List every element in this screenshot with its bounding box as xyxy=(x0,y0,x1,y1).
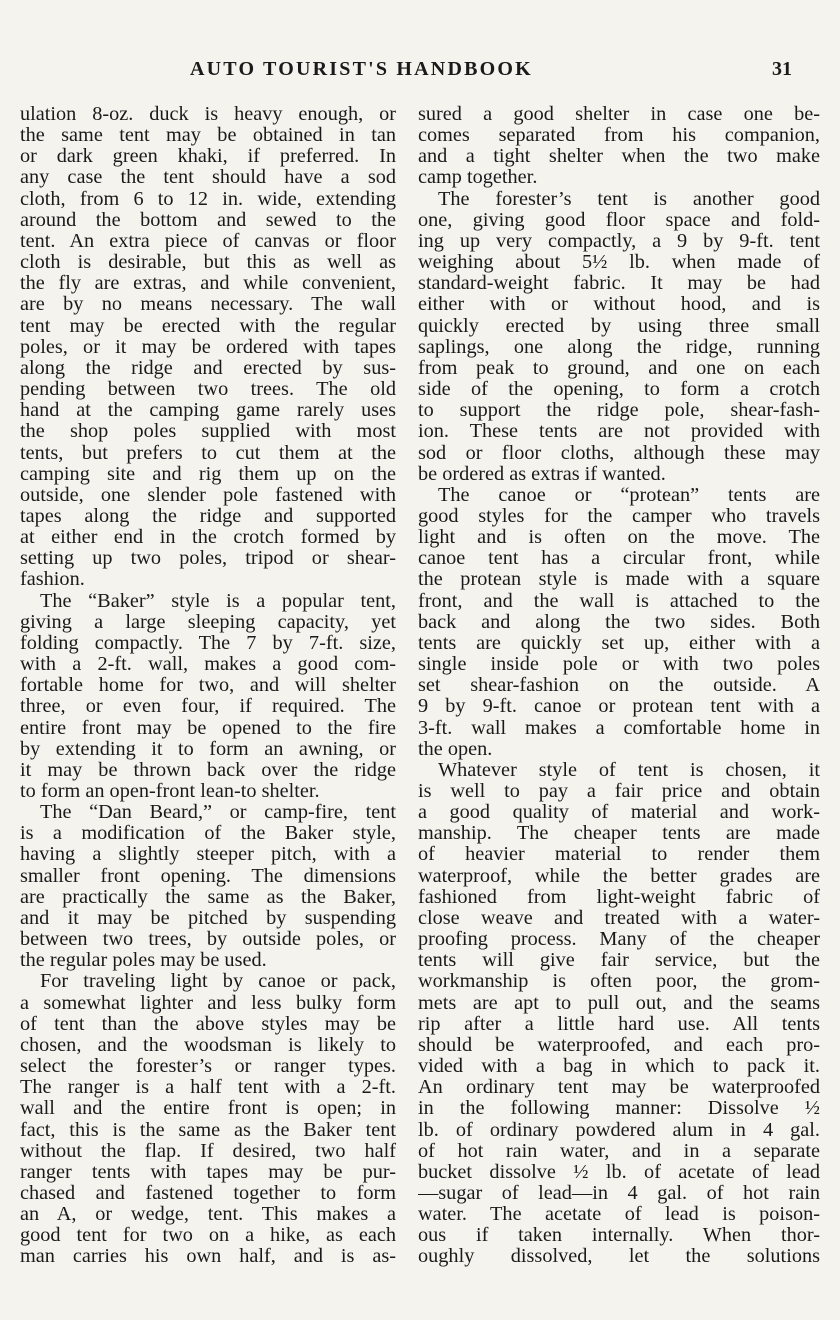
text-line: waterproof, while the better grades are xyxy=(418,865,820,887)
text-line: should be waterproofed, and each pro- xyxy=(418,1034,820,1056)
text-line: are practically the same as the Baker, xyxy=(20,886,396,908)
text-line: it may be thrown back over the ridge xyxy=(20,759,396,781)
paragraph xyxy=(418,760,820,1268)
text-line: cloth, from 6 to 12 in. wide, extending xyxy=(20,188,396,210)
text-line: or dark green khaki, if preferred. In xyxy=(20,146,396,168)
text-line: either with or without hood, and is xyxy=(418,294,820,316)
text-line: fashioned from light-weight fabric of xyxy=(418,886,820,908)
text-line: man carries his own half, and is as- xyxy=(20,1246,396,1268)
text-line: single inside pole or with two poles xyxy=(418,654,820,676)
paragraph xyxy=(418,485,820,760)
text-line: proofing process. Many of the cheaper xyxy=(418,929,820,951)
text-line: is a modification of the Baker style, xyxy=(20,823,396,845)
text-line: workmanship is often poor, the grom- xyxy=(418,971,820,993)
text-line: setting up two poles, tripod or shear- xyxy=(20,548,396,570)
text-line: of hot rain water, and in a separate xyxy=(418,1140,820,1162)
text-line: giving a large sleeping capacity, yet xyxy=(20,611,396,633)
text-line: be ordered as extras if wanted. xyxy=(418,463,666,485)
text-line: —sugar of lead—in 4 gal. of hot rain xyxy=(418,1182,820,1204)
text-line: light and is often on the move. The xyxy=(418,527,820,549)
text-line: fortable home for two, and will shelter xyxy=(20,675,396,697)
page-number: 31 xyxy=(772,58,792,80)
text-line: any case the tent should have a sod xyxy=(20,167,396,189)
text-line: weighing about 5½ lb. when made of xyxy=(418,252,820,274)
text-line: tents are quickly set up, either with a xyxy=(418,632,820,654)
text-line: to support the ridge pole, shear-fash- xyxy=(418,400,820,422)
text-line: The “Baker” style is a popular tent, xyxy=(40,590,396,612)
text-line: oughly dissolved, let the solutions xyxy=(418,1246,820,1268)
text-line: ranger tents with tapes may be pur- xyxy=(20,1161,396,1183)
text-line: around the bottom and sewed to the xyxy=(20,209,396,231)
text-line: good tent for two on a hike, as each xyxy=(20,1225,396,1247)
text-line: standard-weight fabric. It may be had xyxy=(418,273,820,295)
text-line: ing up very compactly, a 9 by 9-ft. tent xyxy=(418,230,820,252)
text-line: and a tight shelter when the two make xyxy=(418,146,820,168)
text-line: by extending it to form an awning, or xyxy=(20,738,396,760)
text-line: good styles for the camper who travels xyxy=(418,505,820,527)
paragraph xyxy=(20,591,396,803)
text-line: are by no means necessary. The wall xyxy=(20,294,396,316)
paragraph xyxy=(20,971,396,1267)
paragraph xyxy=(418,104,820,189)
text-line: without the flap. If desired, two half xyxy=(20,1140,396,1162)
text-line: tent. An extra piece of canvas or floor xyxy=(20,230,396,252)
text-line: sured a good shelter in case one be- xyxy=(418,104,820,125)
text-line: tapes along the ridge and supported xyxy=(20,505,396,527)
text-line: Whatever style of tent is chosen, it xyxy=(438,759,820,781)
text-line: and it may be pitched by suspending xyxy=(20,907,396,929)
text-line: an A, or wedge, tent. This makes a xyxy=(20,1204,396,1226)
text-line: side of the opening, to form a crotch xyxy=(418,379,820,401)
text-line: with a 2-ft. wall, makes a good com- xyxy=(20,654,396,676)
text-line: cloth is desirable, but this as well as xyxy=(20,252,396,274)
text-line: 9 by 9-ft. canoe or protean tent with a xyxy=(418,696,820,718)
text-line: camping site and rig them up on the xyxy=(20,463,396,485)
text-line: ulation 8-oz. duck is heavy enough, or xyxy=(20,104,396,125)
paragraph xyxy=(20,104,396,591)
text-line: of heavier material to render them xyxy=(418,844,820,866)
text-line: the same tent may be obtained in tan xyxy=(20,125,396,147)
text-line: rip after a little hard use. All tents xyxy=(418,1013,820,1035)
text-line: quickly erected by using three small xyxy=(418,315,820,337)
text-line: the fly are extras, and while convenient, xyxy=(20,273,396,295)
text-line: fashion. xyxy=(20,569,85,591)
text-line: folding compactly. The 7 by 7-ft. size, xyxy=(20,632,396,654)
text-line: saplings, one along the ridge, running xyxy=(418,336,820,358)
text-line: between two trees, by outside poles, or xyxy=(20,929,396,951)
text-line: 3-ft. wall makes a comfortable home in xyxy=(418,717,820,739)
text-line: fact, this is the same as the Baker tent xyxy=(20,1119,396,1141)
text-line: An ordinary tent may be waterproofed xyxy=(418,1077,820,1099)
text-line: ous if taken internally. When thor- xyxy=(418,1225,820,1247)
text-line: at either end in the crotch formed by xyxy=(20,527,396,549)
text-line: tents, but prefers to cut them at the xyxy=(20,442,396,464)
text-line: in the following manner: Dissolve ½ xyxy=(418,1098,820,1120)
text-line: smaller front opening. The dimensions xyxy=(20,865,396,887)
text-line: lb. of ordinary powdered alum in 4 gal. xyxy=(418,1119,820,1141)
paragraph xyxy=(20,802,396,971)
text-line: one, giving good floor space and fold- xyxy=(418,209,820,231)
text-line: to form an open-front lean-to shelter. xyxy=(20,781,320,802)
text-line: camp together. xyxy=(418,167,538,189)
text-line: The ranger is a half tent with a 2-ft. xyxy=(20,1077,396,1099)
text-line: The canoe or “protean” tents are xyxy=(438,484,820,506)
text-line: a good quality of material and work- xyxy=(418,802,820,824)
text-line: canoe tent has a circular front, while xyxy=(418,548,820,570)
text-line: The forester’s tent is another good xyxy=(438,188,820,210)
text-line: The “Dan Beard,” or camp-fire, tent xyxy=(40,802,396,824)
text-line: is well to pay a fair price and obtain xyxy=(418,781,820,802)
text-line: the protean style is made with a square xyxy=(418,569,820,591)
text-line: For traveling light by canoe or pack, xyxy=(40,971,396,993)
text-line: three, or even four, if required. The xyxy=(20,696,396,718)
text-line: select the forester’s or ranger types. xyxy=(20,1056,396,1078)
text-line: ion. These tents are not provided with xyxy=(418,421,820,443)
text-line: chosen, and the woodsman is likely to xyxy=(20,1034,396,1056)
text-line: vided with a bag in which to pack it. xyxy=(418,1056,820,1078)
text-line: poles, or it may be ordered with tapes xyxy=(20,336,396,358)
text-line: close weave and treated with a water- xyxy=(418,907,820,929)
text-line: the shop poles supplied with most xyxy=(20,421,396,443)
text-line: set shear-fashion on the outside. A xyxy=(418,675,820,697)
text-line: the regular poles may be used. xyxy=(20,950,267,972)
text-line: from peak to ground, and one on each xyxy=(418,357,820,379)
text-line: chased and fastened together to form xyxy=(20,1182,396,1204)
text-line: hand at the camping game rarely uses xyxy=(20,400,396,422)
text-line: entire front may be opened to the fire xyxy=(20,717,396,739)
text-line: a somewhat lighter and less bulky form xyxy=(20,992,396,1014)
text-line: sod or floor cloths, although these may xyxy=(418,442,820,464)
text-line: mets are apt to pull out, and the seams xyxy=(418,992,820,1014)
text-line: front, and the wall is attached to the xyxy=(418,590,820,612)
text-line: along the ridge and erected by sus- xyxy=(20,357,396,379)
text-line: manship. The cheaper tents are made xyxy=(418,823,820,845)
text-line: bucket dissolve ½ lb. of acetate of lead xyxy=(418,1161,820,1183)
right-column xyxy=(418,104,820,1268)
text-line: comes separated from his companion, xyxy=(418,125,820,147)
text-line: of tent than the above styles may be xyxy=(20,1013,396,1035)
text-line: water. The acetate of lead is poison- xyxy=(418,1204,820,1226)
text-line: back and along the two sides. Both xyxy=(418,611,820,633)
text-line: tent may be erected with the regular xyxy=(20,315,396,337)
text-line: pending between two trees. The old xyxy=(20,379,396,401)
text-line: wall and the entire front is open; in xyxy=(20,1098,396,1120)
text-line: tents will give fair service, but the xyxy=(418,950,820,972)
text-line: the open. xyxy=(418,738,493,760)
text-line: outside, one slender pole fastened with xyxy=(20,484,396,506)
left-column xyxy=(20,104,396,1268)
text-line: having a slightly steeper pitch, with a xyxy=(20,844,396,866)
paragraph xyxy=(418,189,820,485)
running-header: AUTO TOURIST'S HANDBOOK xyxy=(190,58,533,80)
